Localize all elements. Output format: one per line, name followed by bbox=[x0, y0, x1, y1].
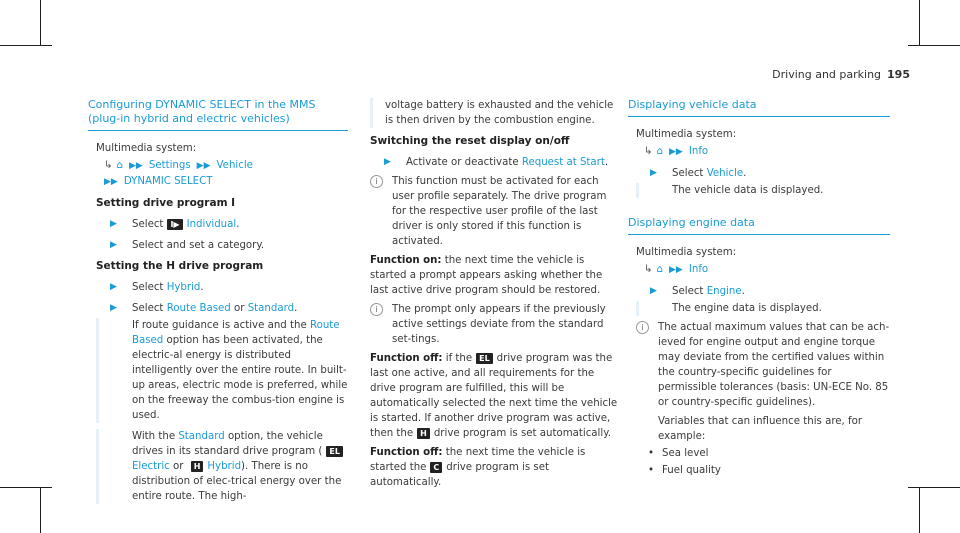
path-dynamic-select: DYNAMIC SELECT bbox=[123, 176, 213, 187]
info-icon: i bbox=[370, 303, 383, 316]
path-vehicle: Vehicle bbox=[216, 160, 253, 171]
link-route-based: Route Based bbox=[166, 303, 231, 314]
chevron-icon: ▶▶ bbox=[196, 161, 211, 171]
result-text bbox=[96, 318, 348, 423]
column-2 bbox=[370, 98, 622, 490]
subheading: Setting drive program I bbox=[96, 197, 236, 209]
result-text: The vehicle data is displayed. bbox=[636, 183, 890, 198]
crop-mark bbox=[40, 487, 41, 533]
step-triangle-icon: ▶ bbox=[650, 168, 657, 178]
crop-mark bbox=[40, 0, 41, 46]
crop-mark bbox=[0, 45, 52, 46]
crop-mark bbox=[908, 487, 960, 488]
step bbox=[96, 217, 348, 232]
path-arrow-icon: ↳ bbox=[644, 146, 653, 157]
section-rule bbox=[628, 234, 890, 235]
text: ). There is no distribution of elec-trical energy over the entire route. The high- bbox=[132, 461, 342, 502]
text: option has been activated, the electric-al energy is distributed intelligently over the entire route. In built-up areas, electric mode is preferred, while on the freeway the combus-tion engine is used. bbox=[132, 335, 348, 421]
menu-path bbox=[96, 158, 348, 174]
step-triangle-icon: ▶ bbox=[384, 157, 391, 167]
link-route-based: Route Based bbox=[132, 320, 340, 346]
link-individual: Individual bbox=[186, 219, 237, 230]
multimedia-label: Multimedia system: bbox=[636, 247, 737, 258]
note-text: The prompt only appears if the previously active settings deviate from the standard set-tings. bbox=[392, 304, 606, 345]
text: the next time the vehicle is started the bbox=[370, 447, 586, 473]
label: Function off: bbox=[370, 447, 443, 458]
link-vehicle: Vehicle bbox=[706, 168, 744, 179]
text: or bbox=[173, 461, 184, 472]
step-triangle-icon: ▶ bbox=[110, 303, 117, 313]
hybrid-icon: H bbox=[417, 428, 430, 439]
text: drive program is set automatically. bbox=[433, 428, 612, 439]
chevron-icon: ▶▶ bbox=[104, 177, 118, 187]
step bbox=[96, 301, 348, 316]
function-off bbox=[370, 351, 622, 441]
step-triangle-icon: ▶ bbox=[110, 240, 117, 250]
step bbox=[636, 284, 890, 299]
path-settings: Settings bbox=[148, 160, 191, 171]
link-hybrid: Hybrid bbox=[166, 282, 201, 293]
crop-mark bbox=[0, 487, 52, 488]
step bbox=[370, 155, 622, 170]
step-text: . bbox=[743, 168, 747, 179]
crop-mark bbox=[908, 45, 960, 46]
step-text: Select bbox=[132, 282, 164, 293]
section-title: Displaying engine data bbox=[628, 216, 755, 229]
step-triangle-icon: ▶ bbox=[650, 286, 657, 296]
note-text: This function must be activated for each user profile separately. The drive program for the respective user profile of the last driver is only stored if this function is activated. bbox=[392, 176, 607, 247]
crop-mark bbox=[919, 487, 920, 533]
step-triangle-icon: ▶ bbox=[110, 282, 117, 292]
text: With the bbox=[132, 431, 176, 442]
label: Function off: bbox=[370, 353, 443, 364]
electric-icon: EL bbox=[326, 446, 343, 457]
home-icon: ⌂ bbox=[656, 264, 664, 275]
text: If route guidance is active and the bbox=[132, 320, 307, 331]
menu-path bbox=[636, 144, 890, 160]
chevron-icon: ▶▶ bbox=[129, 161, 143, 171]
link-request-at-start: Request at Start bbox=[521, 157, 605, 168]
link-standard: Standard bbox=[178, 431, 225, 442]
step-text: Select bbox=[672, 286, 704, 297]
text: if the bbox=[445, 353, 473, 364]
electric-icon: EL bbox=[476, 353, 493, 364]
crop-mark bbox=[919, 0, 920, 46]
step-text: . bbox=[200, 282, 204, 293]
info-icon: i bbox=[370, 175, 383, 188]
page-header bbox=[772, 67, 910, 82]
step-text: Select and set a category. bbox=[132, 240, 265, 251]
step-text: . bbox=[604, 157, 609, 168]
list-item: • Sea level bbox=[636, 446, 890, 461]
link-electric: Electric bbox=[132, 461, 170, 472]
section-rule bbox=[88, 130, 348, 131]
step-text: Select bbox=[132, 219, 164, 230]
section-name: Driving and parking bbox=[772, 68, 882, 81]
step-triangle-icon: ▶ bbox=[110, 219, 117, 229]
chevron-icon: ▶▶ bbox=[669, 265, 683, 275]
text: drive program is set automatically. bbox=[370, 462, 549, 488]
step-text: . bbox=[741, 286, 745, 297]
path-info: Info bbox=[688, 264, 709, 275]
home-icon: ⌂ bbox=[656, 146, 664, 157]
link-engine: Engine bbox=[706, 286, 742, 297]
info-icon: i bbox=[636, 321, 649, 334]
section-rule bbox=[628, 116, 890, 117]
step-text: Select bbox=[132, 303, 164, 314]
step-text: Select bbox=[672, 168, 704, 179]
multimedia-label: Multimedia system: bbox=[96, 143, 197, 154]
step bbox=[96, 280, 348, 295]
path-info: Info bbox=[688, 146, 709, 157]
chevron-icon: ▶▶ bbox=[669, 147, 683, 157]
text: option, the vehicle drives in its standard drive program ( bbox=[132, 431, 323, 457]
subheading: Setting the H drive program bbox=[96, 260, 264, 272]
list-item: • Fuel quality bbox=[636, 463, 890, 478]
path-arrow-icon: ↳ bbox=[644, 264, 653, 275]
subheading: Switching the reset display on/off bbox=[370, 135, 570, 147]
function-on bbox=[370, 253, 622, 298]
note-text: The actual maximum values that can be ach-ieved for engine output and engine torque may deviate from the certified values within the country-specific guidelines for permissible tolerances (basis: UN-ECE No. 85 or country-specific guidelines). bbox=[658, 322, 890, 408]
page-number: 195 bbox=[887, 68, 910, 81]
result-text bbox=[96, 429, 348, 504]
path-arrow-icon: ↳ bbox=[104, 160, 113, 171]
home-icon: ⌂ bbox=[116, 160, 124, 171]
text: the next time the vehicle is started a prompt appears asking whether the last active drive program should be restored. bbox=[370, 255, 603, 296]
step-text: or bbox=[234, 303, 245, 314]
menu-path bbox=[636, 262, 890, 278]
note bbox=[636, 320, 890, 410]
note bbox=[370, 302, 622, 347]
multimedia-label: Multimedia system: bbox=[636, 129, 737, 140]
continued-text: voltage battery is exhausted and the vehicle is then driven by the combustion engine. bbox=[370, 98, 622, 128]
individual-icon: I▶ bbox=[167, 219, 182, 230]
step bbox=[96, 238, 348, 253]
link-standard: Standard bbox=[247, 303, 295, 314]
note bbox=[370, 174, 622, 249]
result-text: The engine data is displayed. bbox=[636, 301, 890, 316]
link-hybrid: Hybrid bbox=[207, 461, 242, 472]
step-text: . bbox=[294, 303, 298, 314]
comfort-icon: C bbox=[430, 462, 442, 473]
step-text: . bbox=[236, 219, 240, 230]
section-title: Configuring DYNAMIC SELECT in the MMS (plug-in hybrid and electric vehicles) bbox=[88, 98, 316, 125]
menu-path bbox=[96, 174, 348, 190]
column-3 bbox=[628, 98, 890, 480]
step bbox=[636, 166, 890, 181]
function-off bbox=[370, 445, 622, 490]
text: drive program was the last one active, and all requirements for the drive program are fulfilled, this will be automatically selected the next time the vehicle is started. If another drive program was active, then the bbox=[370, 353, 618, 439]
step-text: Activate or deactivate bbox=[406, 157, 519, 168]
column-1 bbox=[88, 98, 348, 504]
label: Function on: bbox=[370, 255, 442, 266]
note-text: Variables that can influence this are, for example: bbox=[658, 416, 863, 442]
section-title: Displaying vehicle data bbox=[628, 98, 757, 111]
hybrid-icon: H bbox=[191, 461, 204, 472]
